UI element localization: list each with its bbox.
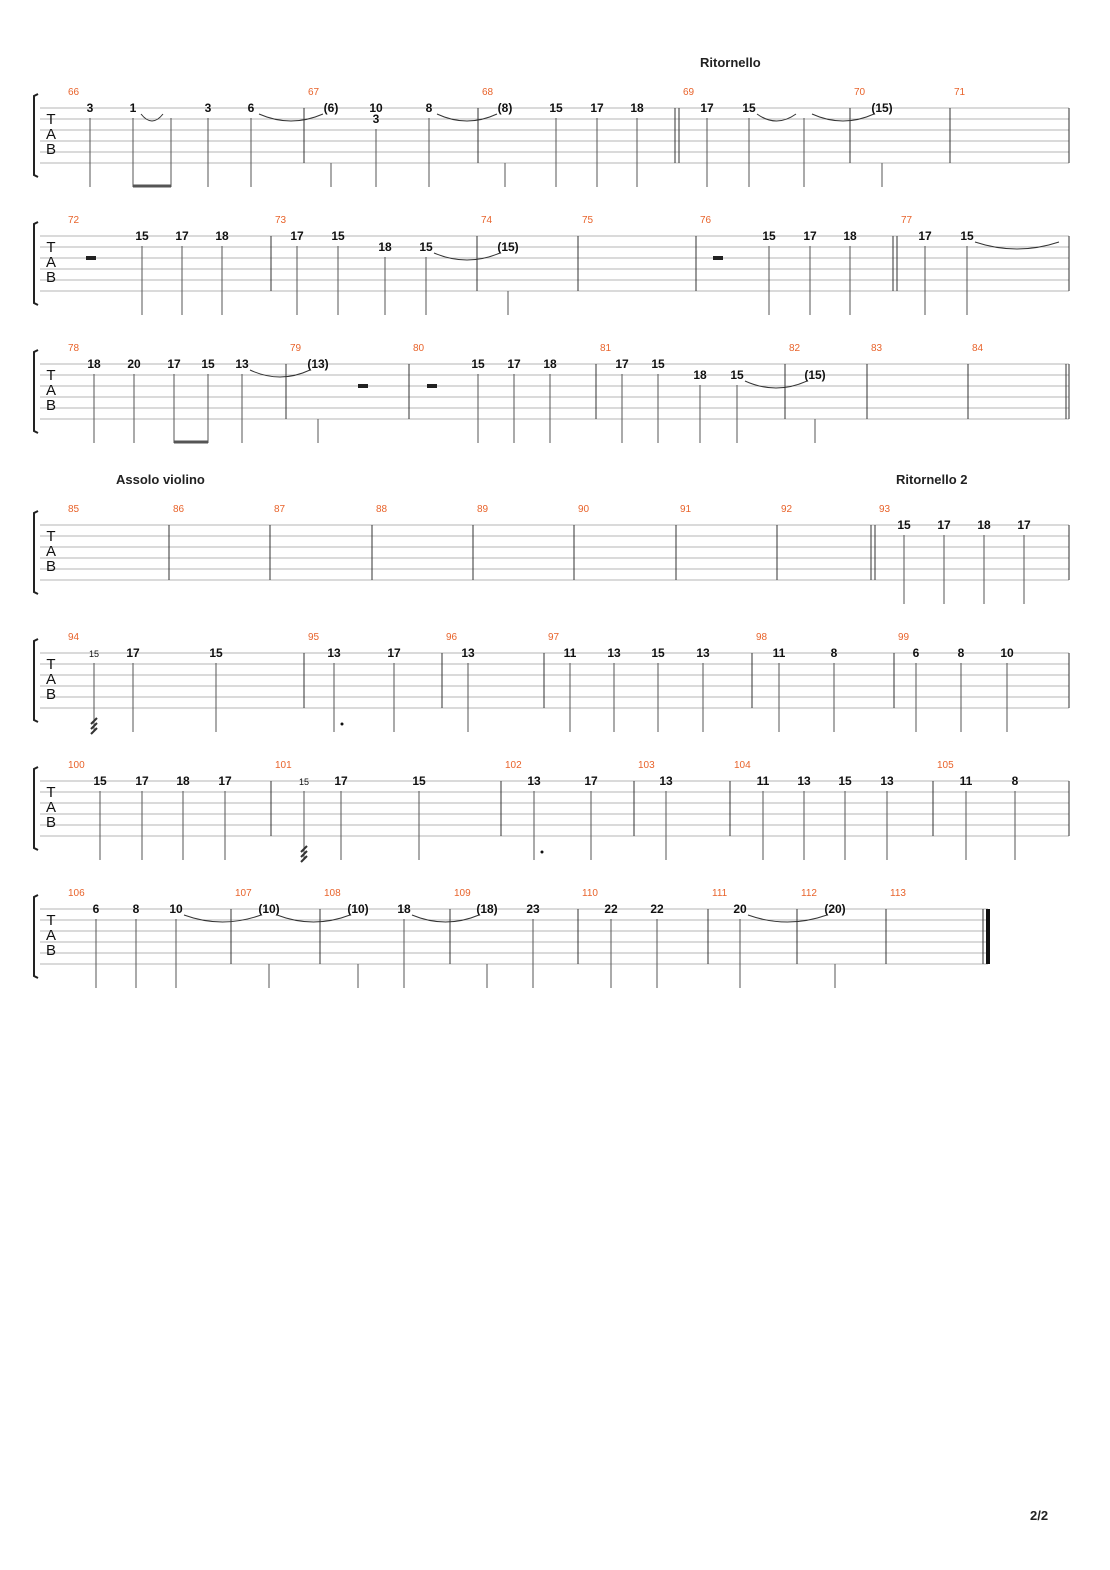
final-bar-thick — [986, 909, 990, 964]
fret-number: 17 — [590, 101, 604, 115]
system-bracket — [34, 511, 38, 594]
fret-number: 17 — [334, 774, 348, 788]
measure-number: 80 — [413, 343, 425, 354]
tab-clef-letter: A — [45, 254, 57, 271]
fret-number: 17 — [700, 101, 714, 115]
fret-number: 17 — [135, 774, 149, 788]
fret-number: 3 — [86, 101, 94, 115]
measure-number: 112 — [801, 888, 817, 899]
measure-number: 89 — [477, 504, 489, 515]
fret-number: 13 — [527, 774, 541, 788]
measure-number: 76 — [700, 215, 712, 226]
fret-number: 15 — [838, 774, 852, 788]
tab-clef-letter: B — [45, 558, 57, 575]
page-number: 2/2 — [1030, 1508, 1049, 1523]
tab-system — [34, 343, 1069, 443]
tie-arc — [277, 915, 350, 922]
fret-number: 22 — [604, 902, 618, 916]
measure-number: 82 — [789, 343, 801, 354]
fret-number: 17 — [167, 357, 181, 371]
tab-clef-letter: T — [46, 656, 56, 673]
rest-symbol — [86, 256, 96, 260]
fret-number: 17 — [290, 229, 304, 243]
fret-number: 20 — [127, 357, 141, 371]
fret-number: 13 — [659, 774, 673, 788]
fret-number: (15) — [804, 368, 826, 382]
tab-clef-letter: A — [45, 927, 57, 944]
tie-arc — [812, 114, 874, 121]
fret-number: 13 — [797, 774, 811, 788]
tie-arc — [745, 381, 807, 388]
tab-clef-letter: A — [45, 799, 57, 816]
fret-number: 15 — [897, 518, 911, 532]
tie-arc — [748, 915, 827, 922]
fret-number: 17 — [918, 229, 932, 243]
fret-number: 10 — [1000, 646, 1014, 660]
fret-number: 18 — [843, 229, 857, 243]
fret-number: 15 — [412, 774, 426, 788]
fret-number: 3 — [372, 112, 380, 126]
measure-number: 110 — [582, 888, 598, 899]
fret-number: (15) — [871, 101, 893, 115]
fret-number: 10 — [369, 101, 383, 115]
tab-clef-letter: B — [45, 141, 57, 158]
measure-number: 67 — [308, 87, 320, 98]
fret-number: 15 — [549, 101, 563, 115]
section-label: Ritornello 2 — [896, 472, 968, 487]
fret-number: 8 — [1011, 774, 1019, 788]
tab-clef-letter: A — [45, 382, 57, 399]
fret-number: 17 — [803, 229, 817, 243]
fret-number: 17 — [387, 646, 401, 660]
measure-number: 69 — [683, 87, 695, 98]
tab-system — [34, 888, 990, 988]
fret-number: 17 — [1017, 518, 1031, 532]
fret-number: 13 — [880, 774, 894, 788]
tab-clef-letter: B — [45, 686, 57, 703]
section-label: Assolo violino — [116, 472, 205, 487]
measure-number: 91 — [680, 504, 692, 515]
fret-number: 15 — [298, 777, 310, 787]
measure-number: 87 — [274, 504, 286, 515]
measure-number: 105 — [937, 760, 954, 771]
measure-number: 78 — [68, 343, 80, 354]
measure-number: 83 — [871, 343, 883, 354]
fret-number: 17 — [126, 646, 140, 660]
tab-clef-letter: T — [46, 367, 56, 384]
measure-number: 103 — [638, 760, 655, 771]
tie-arc — [412, 915, 479, 922]
fret-number: 15 — [471, 357, 485, 371]
measure-number: 101 — [275, 760, 292, 771]
fret-number: 8 — [132, 902, 140, 916]
fret-number: 18 — [693, 368, 707, 382]
rest-symbol — [427, 384, 437, 388]
tab-clef-letter: T — [46, 528, 56, 545]
fret-number: 17 — [615, 357, 629, 371]
fret-number: 6 — [247, 101, 255, 115]
tab-clef-letter: T — [46, 111, 56, 128]
fret-number: 18 — [215, 229, 229, 243]
fret-number: 15 — [651, 357, 665, 371]
system-bracket — [34, 767, 38, 850]
fret-number: (6) — [323, 101, 339, 115]
fret-number: 6 — [912, 646, 920, 660]
system-bracket — [34, 350, 38, 433]
tab-clef-letter: T — [46, 912, 56, 929]
measure-number: 93 — [879, 504, 891, 515]
fret-number: 13 — [607, 646, 621, 660]
fret-number: 18 — [87, 357, 101, 371]
tie-arc — [434, 253, 500, 260]
fret-number: 8 — [957, 646, 965, 660]
fret-number: 15 — [209, 646, 223, 660]
fret-number: 15 — [419, 240, 433, 254]
measure-number: 95 — [308, 632, 320, 643]
fret-number: 15 — [742, 101, 756, 115]
measure-number: 73 — [275, 215, 287, 226]
system-bracket — [34, 94, 38, 177]
fret-number: 15 — [88, 649, 100, 659]
measure-number: 99 — [898, 632, 910, 643]
fret-number: (18) — [476, 902, 498, 916]
fret-number: (15) — [497, 240, 519, 254]
fret-number: 11 — [563, 646, 577, 660]
tab-system — [34, 55, 1069, 187]
fret-number: 8 — [425, 101, 433, 115]
fret-number: 13 — [696, 646, 710, 660]
fret-number: 11 — [772, 646, 786, 660]
tie-arc — [250, 370, 310, 377]
fret-number: 15 — [201, 357, 215, 371]
measure-number: 106 — [68, 888, 85, 899]
fret-number: 17 — [507, 357, 521, 371]
fret-number: 3 — [204, 101, 212, 115]
fret-number: (10) — [347, 902, 369, 916]
measure-number: 102 — [505, 760, 522, 771]
fret-number: (13) — [307, 357, 329, 371]
fret-number: 17 — [584, 774, 598, 788]
fret-number: (20) — [824, 902, 846, 916]
fret-number: 22 — [650, 902, 664, 916]
measure-number: 66 — [68, 87, 80, 98]
tab-clef-letter: T — [46, 239, 56, 256]
measure-number: 97 — [548, 632, 560, 643]
measure-number: 70 — [854, 87, 866, 98]
tab-clef-letter: B — [45, 397, 57, 414]
fret-number: 18 — [543, 357, 557, 371]
measure-number: 108 — [324, 888, 341, 899]
measure-number: 75 — [582, 215, 594, 226]
fret-number: 15 — [762, 229, 776, 243]
system-bracket — [34, 222, 38, 305]
measure-number: 85 — [68, 504, 80, 515]
fret-number: 15 — [960, 229, 974, 243]
fret-number: 13 — [235, 357, 249, 371]
fret-number: 15 — [651, 646, 665, 660]
rest-symbol — [358, 384, 368, 388]
fret-number: 18 — [397, 902, 411, 916]
fret-number: 15 — [730, 368, 744, 382]
measure-number: 111 — [712, 888, 728, 899]
fret-number: 10 — [169, 902, 183, 916]
fret-number: 18 — [630, 101, 644, 115]
fret-number: 8 — [830, 646, 838, 660]
measure-number: 79 — [290, 343, 302, 354]
fret-number: 15 — [93, 774, 107, 788]
fret-number: 17 — [937, 518, 951, 532]
measure-number: 84 — [972, 343, 984, 354]
tab-clef-letter: T — [46, 784, 56, 801]
fret-number: 13 — [461, 646, 475, 660]
measure-number: 94 — [68, 632, 80, 643]
measure-number: 92 — [781, 504, 793, 515]
measure-number: 100 — [68, 760, 85, 771]
measure-number: 90 — [578, 504, 590, 515]
fret-number: 13 — [327, 646, 341, 660]
fret-number: (8) — [497, 101, 513, 115]
tab-clef-letter: A — [45, 126, 57, 143]
measure-number: 72 — [68, 215, 80, 226]
fret-number: 15 — [135, 229, 149, 243]
fret-number: 15 — [331, 229, 345, 243]
measure-number: 98 — [756, 632, 768, 643]
rhythm-dot — [341, 723, 344, 726]
tab-system — [34, 215, 1069, 315]
fret-number: 18 — [378, 240, 392, 254]
fret-number: 11 — [959, 774, 973, 788]
tie-arc — [259, 114, 323, 121]
rest-symbol — [713, 256, 723, 260]
tie-arc — [975, 242, 1059, 249]
measure-number: 96 — [446, 632, 458, 643]
measure-number: 104 — [734, 760, 751, 771]
section-label: Ritornello — [700, 55, 761, 70]
tab-clef-letter: A — [45, 543, 57, 560]
tab-system — [34, 632, 1069, 734]
tie-arc — [757, 114, 796, 121]
fret-number: 18 — [977, 518, 991, 532]
fret-number: (10) — [258, 902, 280, 916]
tie-arc — [141, 114, 163, 121]
measure-number: 77 — [901, 215, 913, 226]
tie-arc — [184, 915, 261, 922]
measure-number: 68 — [482, 87, 494, 98]
measure-number: 74 — [481, 215, 493, 226]
fret-number: 18 — [176, 774, 190, 788]
tab-clef-letter: B — [45, 942, 57, 959]
tab-system — [34, 472, 1069, 604]
fret-number: 17 — [218, 774, 232, 788]
fret-number: 1 — [129, 101, 137, 115]
fret-number: 17 — [175, 229, 189, 243]
tab-clef-letter: A — [45, 671, 57, 688]
measure-number: 107 — [235, 888, 252, 899]
fret-number: 23 — [526, 902, 540, 916]
measure-number: 109 — [454, 888, 471, 899]
rhythm-dot — [541, 851, 544, 854]
fret-number: 20 — [733, 902, 747, 916]
measure-number: 81 — [600, 343, 612, 354]
fret-number: 6 — [92, 902, 100, 916]
tab-clef-letter: B — [45, 814, 57, 831]
measure-number: 88 — [376, 504, 388, 515]
fret-number: 11 — [756, 774, 770, 788]
measure-number: 86 — [173, 504, 185, 515]
measure-number: 71 — [954, 87, 966, 98]
system-bracket — [34, 639, 38, 722]
tab-clef-letter: B — [45, 269, 57, 286]
tie-arc — [437, 114, 497, 121]
tab-system — [34, 760, 1069, 862]
system-bracket — [34, 895, 38, 978]
measure-number: 113 — [890, 888, 906, 899]
